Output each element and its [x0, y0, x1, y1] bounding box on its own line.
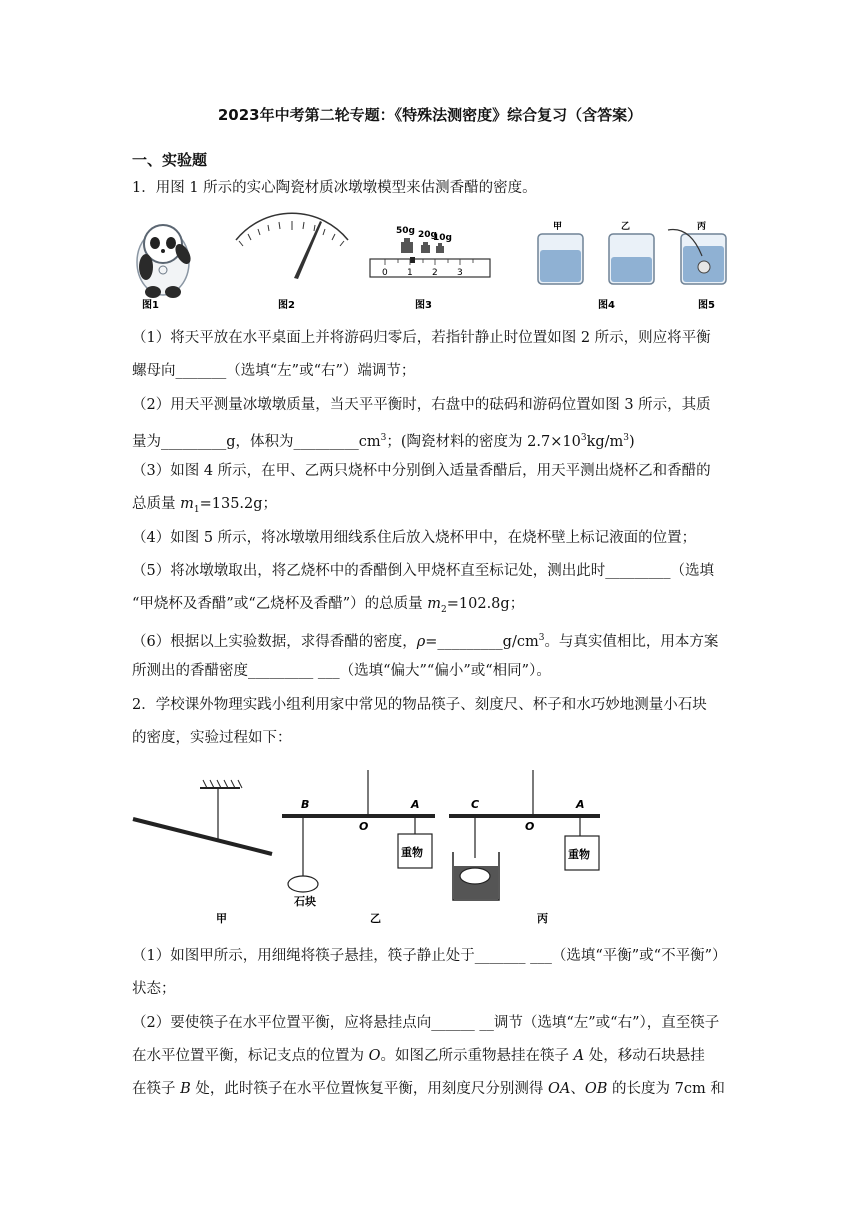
point-a-1: A — [411, 798, 420, 811]
q1-step3-line1: （3）如图 4 所示，在甲、乙两只烧杯中分别倒入适量香醋后，用天平测出烧杯乙和香醋的 — [132, 463, 711, 479]
weight-10g: 10g — [433, 233, 452, 243]
weight-20g: 20g — [418, 230, 437, 240]
weight-50g: 50g — [396, 226, 415, 236]
q1-step5-line2: “甲烧杯及香醋”或“乙烧杯及香醋”）的总质量 $m_2=102.8g$； — [132, 596, 525, 615]
fig4-caption: 图4 — [598, 300, 615, 311]
q1-figures — [0, 212, 860, 322]
fig-jia-caption: 甲 — [216, 912, 227, 925]
beaker-label-yi: 乙 — [621, 222, 631, 232]
fig3-caption: 图3 — [415, 300, 432, 311]
fig-yi-caption: 乙 — [370, 912, 381, 925]
q2-step2-line3: 在筷子 B 处，此时筷子在水平位置恢复平衡，用刻度尺分别测得 OA、OB 的长度为 7cm 和 — [132, 1081, 725, 1097]
beakers-figure — [538, 221, 654, 284]
q2-figures — [0, 762, 860, 932]
chopstick-balanced-stone-figure — [282, 770, 435, 908]
q1-step1-line2: 螺母向_______（选填“左”或“右”）端调节； — [132, 363, 416, 379]
q1-step6-line2: 所测出的香醋密度_________ ___（选填“偏大”“偏小”或“相同”）。 — [132, 663, 551, 679]
weight-label-2: 重物 — [568, 848, 590, 861]
q1-intro: 1．用图 1 所示的实心陶瓷材质冰墩墩模型来估测香醋的密度。 — [132, 180, 537, 196]
fig-bing-caption: 丙 — [537, 912, 548, 925]
chopstick-tilted-figure — [133, 780, 272, 854]
page-title: 2023年中考第二轮专题：《特殊法测密度》综合复习（含答案） — [217, 106, 643, 124]
q1-step2-line1: （2）用天平测量冰墩墩质量，当天平平衡时，右盘中的砝码和游码位置如图 3 所示，其质 — [132, 397, 711, 413]
point-b: B — [301, 798, 310, 811]
weights-and-scale-figure — [370, 226, 490, 278]
q2-step2-line1: （2）要使筷子在水平位置平衡，应将悬挂点向______ __调节（选填“左”或“右”），直至筷子 — [132, 1015, 720, 1031]
q1-step1-line1: （1）将天平放在水平桌面上并将游码归零后，若指针静止时位置如图 2 所示，则应将平衡 — [132, 330, 711, 346]
point-a-2: A — [576, 798, 585, 811]
mascot-figure — [137, 225, 194, 298]
point-c: C — [471, 798, 480, 811]
q1-step6-line1: （6）根据以上实验数据，求得香醋的密度，$\rho=\_\_\_\_\_\_\_\_\_g/cm^3$。与真实值相比，用本方案 — [132, 633, 719, 650]
fig2-caption: 图2 — [278, 300, 295, 311]
q2-step2-line2: 在水平位置平衡，标记支点的位置为 O。如图乙所示重物悬挂在筷子 A 处，移动石块悬挂 — [132, 1048, 705, 1064]
fig5-caption: 图5 — [698, 300, 715, 311]
q1-step5-line1: （5）将冰墩墩取出，将乙烧杯中的香醋倒入甲烧杯直至标记处，测出此时_________（选填 — [132, 563, 714, 579]
balance-pointer-figure — [236, 213, 348, 279]
point-o-2: O — [525, 820, 535, 833]
beaker-label-jia: 甲 — [553, 222, 563, 232]
q2-intro-line2: 的密度，实验过程如下： — [132, 730, 292, 746]
scale-tick-1: 1 — [407, 268, 413, 278]
q1-step4: （4）如图 5 所示，将冰墩墩用细线系住后放入烧杯甲中，在烧杯壁上标记液面的位置； — [132, 530, 697, 546]
point-o-1: O — [359, 820, 369, 833]
scale-tick-0: 0 — [382, 268, 388, 278]
q1-step3-line2: 总质量 $m_1=135.2g$； — [132, 496, 278, 515]
chopstick-stone-in-water-figure — [449, 770, 600, 900]
section-heading: 一、实验题 — [132, 151, 208, 169]
beaker-label-bing: 丙 — [697, 222, 707, 232]
q1-step2-line2: 量为_________g，体积为$\_\_\_\_\_\_\_\_\_cm^3$；(陶瓷材料的密度为 $2.7\times 10^3kg/m^3$) — [132, 433, 635, 450]
scale-tick-2: 2 — [432, 268, 438, 278]
stone-label: 石块 — [294, 895, 316, 908]
q2-step1-line2: 状态； — [132, 981, 176, 997]
scale-tick-3: 3 — [457, 268, 463, 278]
q2-step1-line1: （1）如图甲所示，用细绳将筷子悬挂，筷子静止处于_______ ___（选填“平衡”或“不平衡”） — [132, 948, 727, 964]
fig1-caption: 图1 — [142, 300, 159, 311]
beaker-with-mascot-figure — [668, 220, 726, 284]
weight-label-1: 重物 — [401, 846, 423, 859]
q2-intro-line1: 2．学校课外物理实践小组利用家中常见的物品筷子、刻度尺、杯子和水巧妙地测量小石块 — [132, 697, 707, 713]
